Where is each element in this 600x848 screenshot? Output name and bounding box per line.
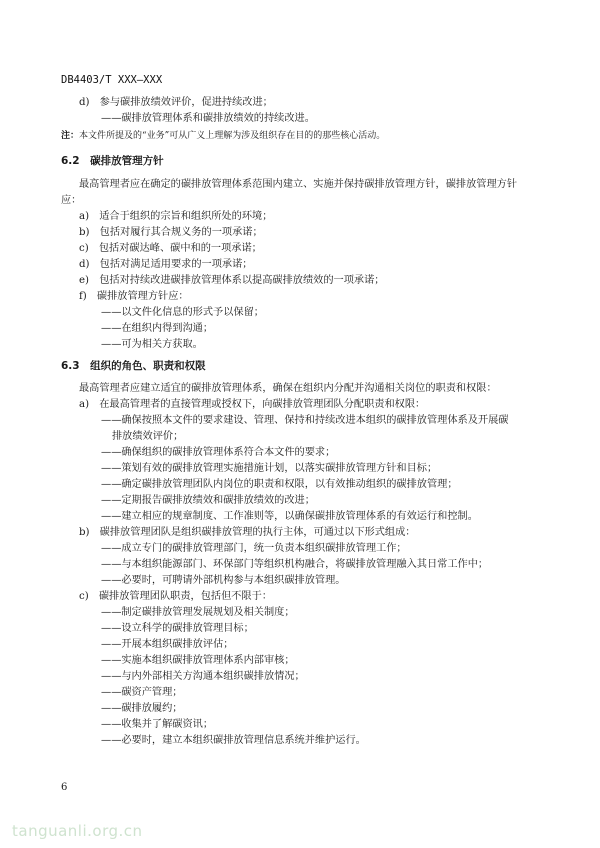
dash-item: ——必要时，可聘请外部机构参与本组织碳排放管理。: [101, 575, 346, 586]
note-label: 注：: [61, 131, 80, 141]
dash-item: ——策划有效的碳排放管理实施措施计划，以落实碳排放管理方针和目标；: [101, 463, 438, 474]
list-item-f: f) 碳排放管理方针应：: [79, 291, 189, 302]
dash-item: ——可为相关方获取。: [101, 339, 203, 350]
dash-item: ——必要时，建立本组织碳排放管理信息系统并维护运行。: [101, 735, 366, 746]
section-heading-6-2: 6.2 碳排放管理方针: [61, 155, 164, 167]
dash-item: ——确定碳排放管理团队内岗位的职责和权限，以有效推动组织的碳排放管理；: [101, 479, 458, 490]
dash-item: ——实施本组织碳排放管理体系内部审核；: [101, 655, 295, 666]
dash-item: ——碳排放管理体系和碳排放绩效的持续改进。: [101, 113, 315, 124]
dash-item: ——碳资产管理；: [101, 687, 183, 698]
dash-item: ——在组织内得到沟通；: [101, 323, 214, 334]
dash-item: ——确保组织的碳排放管理体系符合本文件的要求；: [101, 447, 336, 458]
dash-item: ——与内外部相关方沟通本组织碳排放情况；: [101, 671, 305, 682]
note-text: 本文件所提及的“业务”可从广义上理解为涉及组织存在目的的那些核心活动。: [79, 131, 386, 141]
paragraph: 最高管理者应建立适宜的碳排放管理体系，确保在组织内分配并沟通相关岗位的职责和权限：: [79, 383, 497, 394]
list-item-c: c) 碳排放管理团队职责，包括但不限于：: [79, 591, 273, 602]
document-id-header: DB4403/T XXX—XXX: [61, 74, 163, 86]
list-item-b: b) 包括对履行其合规义务的一项承诺；: [79, 227, 263, 238]
page-number: 6: [61, 782, 68, 793]
note: [61, 130, 385, 142]
list-item-a: a) 适合于组织的宗旨和组织所处的环境；: [79, 211, 273, 222]
dash-item: ——收集并了解碳资讯；: [101, 719, 214, 730]
watermark: tanguanli.org.cn: [12, 822, 143, 840]
dash-item: ——制定碳排放管理发展规划及相关制度；: [101, 607, 295, 618]
dash-item: ——确保按照本文件的要求建设、管理、保持和持续改进本组织的碳排放管理体系及开展碳: [101, 415, 509, 426]
list-item-a: a) 在最高管理者的直接管理或授权下，向碳排放管理团队分配职责和权限：: [79, 399, 426, 410]
dash-item: ——开展本组织碳排放评估；: [101, 639, 234, 650]
list-item-e: e) 包括对持续改进碳排放管理体系以提高碳排放绩效的一项承诺；: [79, 275, 385, 286]
dash-item: ——定期报告碳排放绩效和碳排放绩效的改进；: [101, 495, 315, 506]
dash-item: ——成立专门的碳排放管理部门，统一负责本组织碳排放管理工作；: [101, 543, 407, 554]
list-item-d: d) 参与碳排放绩效评价，促进持续改进；: [79, 97, 273, 108]
dash-item: ——碳排放履约；: [101, 703, 183, 714]
dash-item: ——与本组织能源部门、环保部门等组织机构融合，将碳排放管理融入其日常工作中；: [101, 559, 489, 570]
list-item-d: d) 包括对满足适用要求的一项承诺；: [79, 259, 253, 270]
dash-item-continuation: 排放绩效评价；: [112, 431, 184, 442]
list-item-c: c) 包括对碳达峰、碳中和的一项承诺；: [79, 243, 262, 254]
paragraph: 最高管理者应在确定的碳排放管理体系范围内建立、实施并保持碳排放管理方针，碳排放管理方针: [79, 179, 518, 190]
section-heading-6-3: 6.3 组织的角色、职责和权限: [61, 360, 206, 372]
list-item-b: b) 碳排放管理团队是组织碳排放管理的执行主体，可通过以下形式组成：: [79, 527, 416, 538]
dash-item: ——以文件化信息的形式予以保留；: [101, 307, 264, 318]
paragraph-continuation: 应：: [61, 195, 82, 206]
dash-item: ——建立相应的规章制度、工作准则等，以确保碳排放管理体系的有效运行和控制。: [101, 511, 478, 522]
dash-item: ——设立科学的碳排放管理目标；: [101, 623, 254, 634]
